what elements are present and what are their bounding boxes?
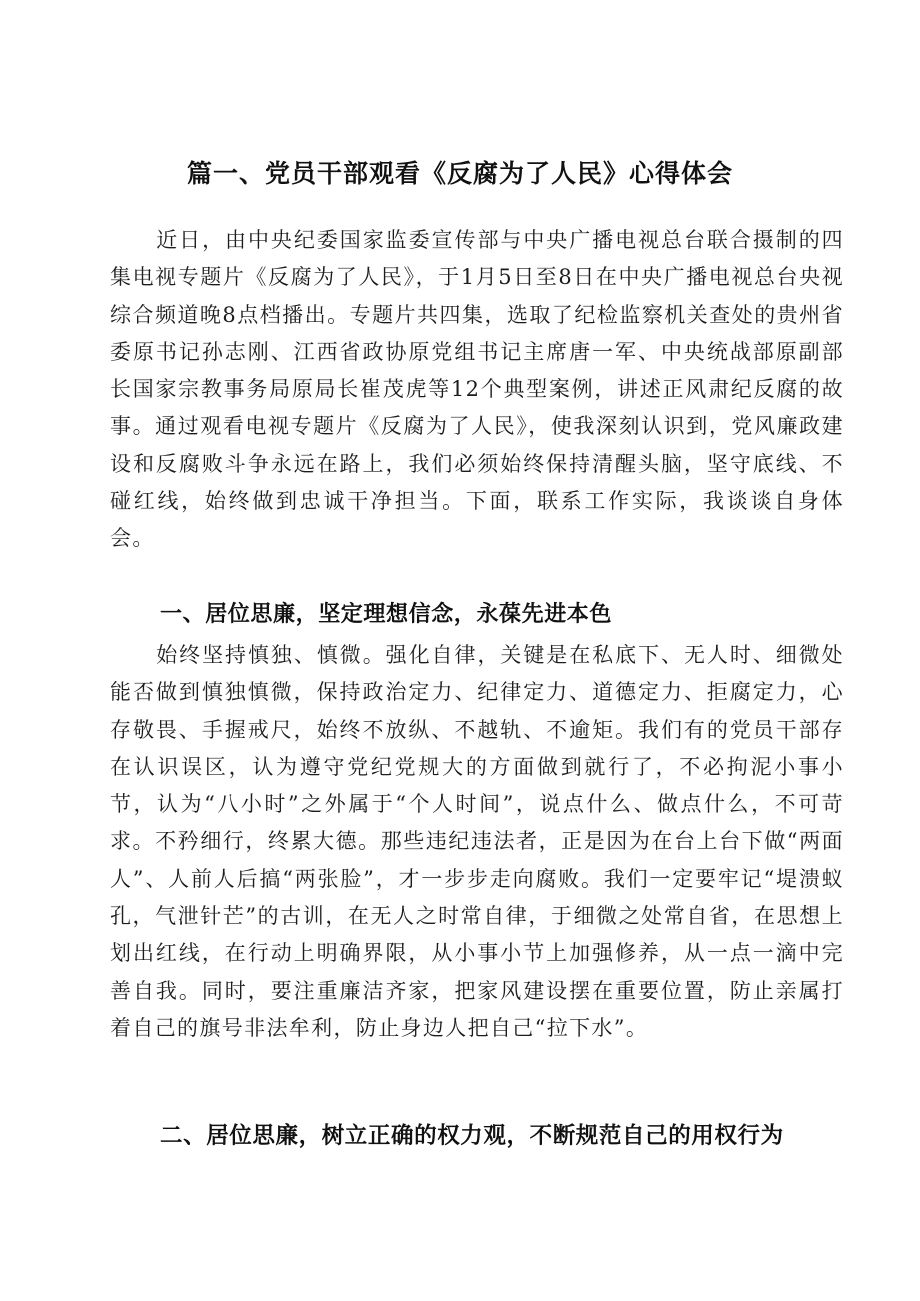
section-1-heading: 一、居位思廉，坚定理想信念，永葆先进本色 [160, 602, 613, 627]
intro-paragraph: 近日，由中央纪委国家监委宣传部与中央广播电视总台联合摄制的四集电视专题片《反腐为了人民》，于1月5日至8日在中央广播电视总台央视综合频道晚8点档播出。专题片共四集，选取了纪检监察机关查处的贵州省委原书记孙志刚、江西省政协原党组书记主席唐一军、中央统战部原副部长国家宗教事务局原局长崔茂虎等12个典型案例，讲述正风肃纪反腐的故事。通过观看电视专题片《反腐为了人民》，使我深刻认识到，党风廉政建设和反腐败斗争永远在路上，我们必须始终保持清醒头脑，坚守底线、不碰红线，始终做到忠诚干净担当。下面，联系工作实际，我谈谈自身体会。 [110, 228, 844, 551]
section-2-heading: 二、居位思廉，树立正确的权力观，不断规范自己的用权行为 [160, 1123, 784, 1149]
section-1-paragraph: 始终坚持慎独、慎微。强化自律，关键是在私底下、无人时、细微处能否做到慎独慎微，保持政治定力、纪律定力、道德定力、拒腐定力，心存敬畏、手握戒尺，始终不放纵、不越轨、不逾矩。我们有的党员干部存在认识误区，认为遵守党纪党规大的方面做到就行了，不必拘泥小事小节，认为“八小时”之外属于“个人时间”，说点什么、做点什么，不可苛求。不矜细行，终累大德。那些违纪违法者，正是因为在台上台下做“两面人”、人前人后搞“两张脸”，才一步步走向腐败。我们一定要牢记“堤溃蚁孔，气泄针芒”的古训，在无人之时常自律，于细微之处常自省，在思想上划出红线，在行动上明确界限，从小事小节上加强修养，从一点一滴中完善自我。同时，要注重廉洁齐家，把家风建设摆在重要位置，防止亲属打着自己的旗号非法牟利，防止身边人把自己“拉下水”。 [110, 643, 844, 1040]
document-title: 篇一、党员干部观看《反腐为了人民》心得体会 [186, 159, 733, 188]
